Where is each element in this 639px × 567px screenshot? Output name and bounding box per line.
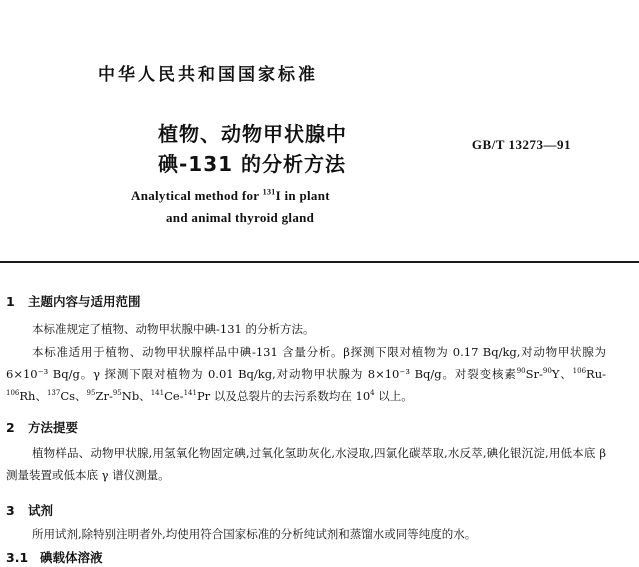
nuclide-2 [573, 367, 606, 381]
title-en-line2: and animal thyroid gland [166, 210, 315, 225]
nuclide-mass: 141 [183, 389, 197, 398]
section-2-title: 方法提要 [28, 420, 79, 435]
nuclide-symbol: Nb、 [121, 389, 151, 403]
nuclide-3 [6, 389, 47, 403]
nuclide-symbol: Ce- [164, 389, 184, 403]
header-divider [0, 261, 639, 263]
nuclide-4 [47, 389, 87, 403]
title-en-isotope-mass: 131 [262, 187, 276, 197]
nuclide-mass: 137 [46, 389, 61, 398]
section-3-para: 所用试剂,除特别注明者外,均使用符合国家标准的分析纯试剂和蒸馏水或同等纯度的水。 [32, 527, 477, 541]
nuclide-mass: 90 [542, 367, 552, 376]
nuclide-symbol: Cs、 [60, 389, 87, 403]
section-1-para-2 [6, 341, 606, 407]
section-1-para-2-text: 本标准适用于植物、动物甲状腺样品中碘-131 含量分析。β探测下限对植物为 0.17 Bq/kg,对动物甲状腺为 6×10⁻³ Bq/g。γ 探测下限对植物为 0.01 Bq/kg,对动物甲状腺为 8×10⁻³ Bq/g。对裂变核素 [6, 345, 606, 381]
nuclide-1 [543, 367, 573, 381]
title-en-line1-post: I in plant [275, 188, 330, 203]
nuclide-symbol: Pr [196, 389, 211, 403]
section-1-title: 主题内容与适用范围 [28, 294, 141, 309]
nuclide-8 [184, 389, 211, 403]
section-1-para-1: 本标准规定了植物、动物甲状腺中碘-131 的分析方法。 [32, 322, 315, 336]
nuclide-mass: 90 [516, 367, 526, 376]
section-2-heading [6, 418, 78, 436]
section-3-1-number: 3.1 [6, 550, 29, 565]
nuclide-mass: 95 [112, 389, 122, 398]
nuclide-mass: 141 [150, 389, 165, 398]
nuclide-symbol: Y、 [551, 367, 573, 381]
title-zh-line1: 植物、动物甲状腺中 [158, 122, 347, 146]
nuclide-0 [517, 367, 543, 381]
section-1-heading [6, 292, 141, 310]
section-2-number: 2 [6, 420, 15, 435]
nuclide-mass: 95 [86, 389, 96, 398]
section-2-para: 植物样品、动物甲状腺,用氢氧化物固定碘,过氧化氢助灰化,水浸取,四氯化碳萃取,水反萃,碘化银沉淀,用低本底 β 测量装置或低本底 γ 谱仪测量。 [6, 446, 606, 482]
standard-code: GB/T 13273—91 [471, 137, 571, 152]
section-1-para-2-tail-post: 以上。 [374, 389, 413, 403]
nuclide-symbol: Rh、 [19, 389, 47, 403]
nuclide-6 [113, 389, 151, 403]
section-3-title: 试剂 [28, 503, 54, 518]
nuclide-mass: 106 [6, 389, 20, 398]
section-1-number: 1 [6, 294, 15, 309]
section-1-para-2-tail-pre: 以及总裂片的去污系数均在 10 [210, 389, 371, 403]
title-en-line1-pre: Analytical method for [131, 188, 263, 203]
nuclide-7 [151, 389, 184, 403]
section-3-heading [6, 501, 53, 519]
section-3-1-title: 碘载体溶液 [40, 550, 103, 565]
title-zh-line2: 碘-131 的分析方法 [158, 152, 347, 176]
section-3-1-heading [6, 548, 103, 566]
nuclide-symbol: Zr- [95, 389, 113, 403]
nuclide-symbol: Sr- [525, 367, 543, 381]
title-en-line1 [131, 188, 330, 204]
nuclide-symbol: Ru- [586, 367, 606, 381]
nuclide-5 [87, 389, 113, 403]
nuclide-mass: 106 [572, 367, 587, 376]
section-1-para-2-tail-sup: 4 [370, 389, 375, 398]
national-standard-heading: 中华人民共和国国家标准 [98, 65, 318, 85]
section-3-number: 3 [6, 503, 15, 518]
